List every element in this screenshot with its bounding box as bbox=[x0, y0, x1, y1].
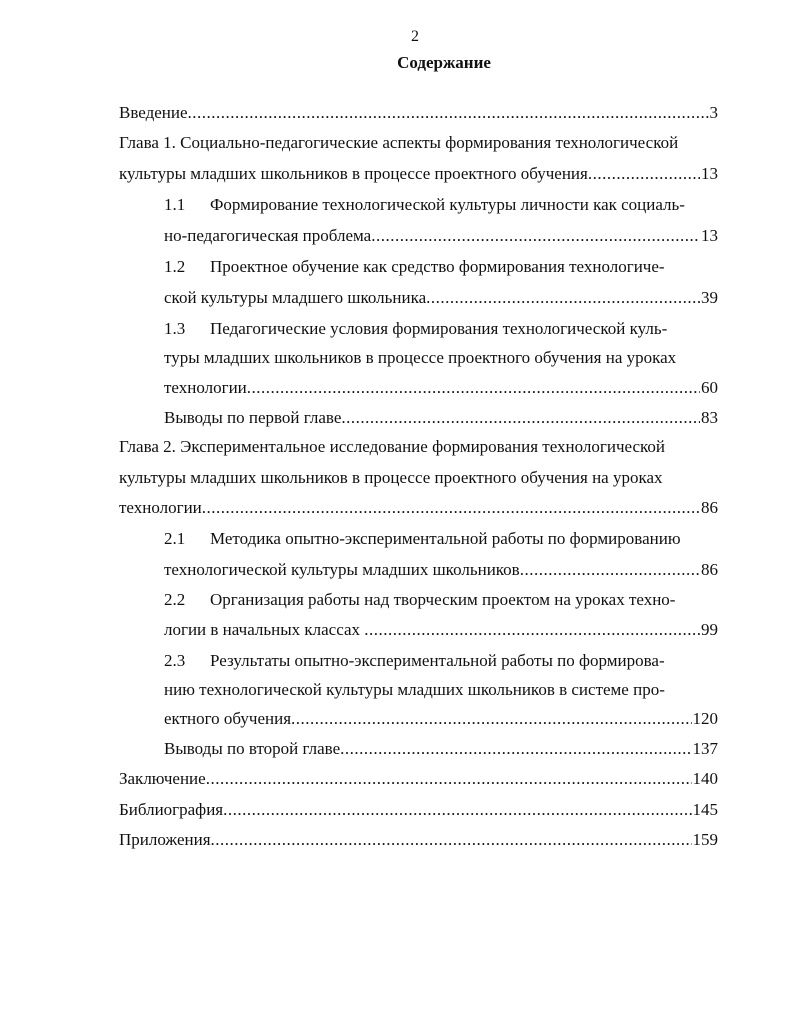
section-number: 2.2 bbox=[164, 590, 186, 609]
leader-dots bbox=[364, 620, 700, 640]
leader-dots bbox=[202, 498, 700, 518]
toc-entry-text: но-педагогическая проблема bbox=[164, 226, 372, 245]
toc-section-2-3-line-3[interactable] bbox=[164, 709, 718, 729]
toc-section-2-1-line-2[interactable] bbox=[164, 560, 718, 580]
leader-dots bbox=[426, 288, 700, 308]
toc-entry-text: технологии bbox=[119, 498, 202, 517]
section-number: 1.1 bbox=[164, 195, 186, 214]
leader-dots bbox=[188, 103, 709, 123]
toc-section-1-1-line-2[interactable] bbox=[164, 226, 718, 246]
toc-entry-appendices[interactable] bbox=[119, 830, 718, 850]
leader-dots bbox=[371, 226, 700, 246]
toc-page-number: 86 bbox=[701, 498, 718, 517]
toc-chapter-2-line-3[interactable] bbox=[119, 498, 718, 518]
toc-page-number: 159 bbox=[692, 830, 718, 849]
toc-entry-text: культуры младших школьников в процессе проектного обучения bbox=[119, 164, 588, 183]
toc-entry-text: ектного обучения bbox=[164, 709, 292, 728]
section-number: 2.1 bbox=[164, 529, 186, 548]
toc-chapter-2-line-1[interactable]: Глава 2. Экспериментальное исследование формирования технологической bbox=[119, 437, 666, 456]
toc-entry-text: Педагогические условия формирования технологической куль- bbox=[210, 319, 668, 338]
toc-section-1-3-line-3[interactable] bbox=[164, 378, 718, 398]
toc-page-number: 39 bbox=[701, 288, 718, 307]
toc-entry-text: Заключение bbox=[119, 769, 206, 788]
toc-entry-text: Выводы по второй главе bbox=[164, 739, 341, 758]
leader-dots bbox=[206, 769, 692, 789]
toc-page-number: 13 bbox=[701, 226, 718, 245]
leader-dots bbox=[291, 709, 691, 729]
toc-page-number: 60 bbox=[701, 378, 718, 397]
leader-dots bbox=[223, 800, 691, 820]
toc-section-1-3-line-1[interactable] bbox=[164, 319, 667, 339]
toc-page-number: 137 bbox=[692, 739, 718, 758]
toc-section-2-2-line-1[interactable] bbox=[164, 590, 675, 610]
leader-dots bbox=[247, 378, 700, 398]
toc-entry-text: Результаты опытно-экспериментальной работы по формирова- bbox=[210, 651, 665, 670]
toc-entry-text: ской культуры младшего школьника bbox=[164, 288, 427, 307]
toc-entry-bibliography[interactable] bbox=[119, 800, 718, 820]
toc-entry-text: Организация работы над творческим проектом на уроках техно- bbox=[210, 590, 676, 609]
toc-page-number: 83 bbox=[701, 408, 718, 427]
toc-entry-text: Введение bbox=[119, 103, 188, 122]
toc-entry-text: Методика опытно-экспериментальной работы по формированию bbox=[210, 529, 681, 548]
toc-entry-text: Проектное обучение как средство формирования технологиче- bbox=[210, 257, 665, 276]
section-number: 1.3 bbox=[164, 319, 186, 338]
toc-conclusions-chapter-1[interactable] bbox=[164, 408, 718, 428]
leader-dots bbox=[341, 408, 700, 428]
toc-page-number: 86 bbox=[701, 560, 718, 579]
toc-section-2-3-line-1[interactable] bbox=[164, 651, 665, 671]
leader-dots bbox=[211, 830, 692, 850]
toc-conclusions-chapter-2[interactable] bbox=[164, 739, 718, 759]
toc-entry-introduction[interactable] bbox=[119, 103, 718, 123]
toc-entry-text: Выводы по первой главе bbox=[164, 408, 342, 427]
toc-page-number: 120 bbox=[692, 709, 718, 728]
toc-entry-text: Формирование технологической культуры личности как социаль- bbox=[210, 195, 685, 214]
toc-entry-conclusion[interactable] bbox=[119, 769, 718, 789]
toc-entry-text: логии в начальных классах bbox=[164, 620, 365, 639]
toc-entry-text: технологической культуры младших школьников bbox=[164, 560, 520, 579]
toc-section-1-2-line-2[interactable] bbox=[164, 288, 718, 308]
toc-page-number: 3 bbox=[709, 103, 718, 122]
page-number: 2 bbox=[411, 28, 419, 45]
toc-section-2-2-line-2[interactable] bbox=[164, 620, 718, 640]
toc-entry-text: Библиография bbox=[119, 800, 224, 819]
toc-page-number: 145 bbox=[692, 800, 718, 819]
toc-page-number: 99 bbox=[701, 620, 718, 639]
section-number: 1.2 bbox=[164, 257, 186, 276]
toc-section-1-1-line-1[interactable] bbox=[164, 195, 685, 215]
toc-section-1-2-line-1[interactable] bbox=[164, 257, 665, 277]
toc-entry-text: технологии bbox=[164, 378, 247, 397]
leader-dots bbox=[588, 164, 700, 184]
toc-section-1-3-line-2[interactable]: туры младших школьников в процессе проектного обучения на уроках bbox=[164, 348, 677, 367]
toc-entry-text: Приложения bbox=[119, 830, 211, 849]
toc-page-number: 13 bbox=[701, 164, 718, 183]
toc-page-number: 140 bbox=[692, 769, 718, 788]
toc-section-2-1-line-1[interactable] bbox=[164, 529, 681, 549]
toc-chapter-1-line-2[interactable] bbox=[119, 164, 718, 184]
toc-section-2-3-line-2[interactable]: нию технологической культуры младших школьников в системе про- bbox=[164, 680, 665, 699]
leader-dots bbox=[520, 560, 700, 580]
toc-chapter-1-line-1[interactable]: Глава 1. Социально-педагогические аспекты формирования технологической bbox=[119, 133, 679, 152]
leader-dots bbox=[340, 739, 691, 759]
section-number: 2.3 bbox=[164, 651, 186, 670]
toc-chapter-2-line-2[interactable]: культуры младших школьников в процессе проектного обучения на уроках bbox=[119, 468, 663, 487]
page-title: Содержание bbox=[397, 53, 491, 72]
